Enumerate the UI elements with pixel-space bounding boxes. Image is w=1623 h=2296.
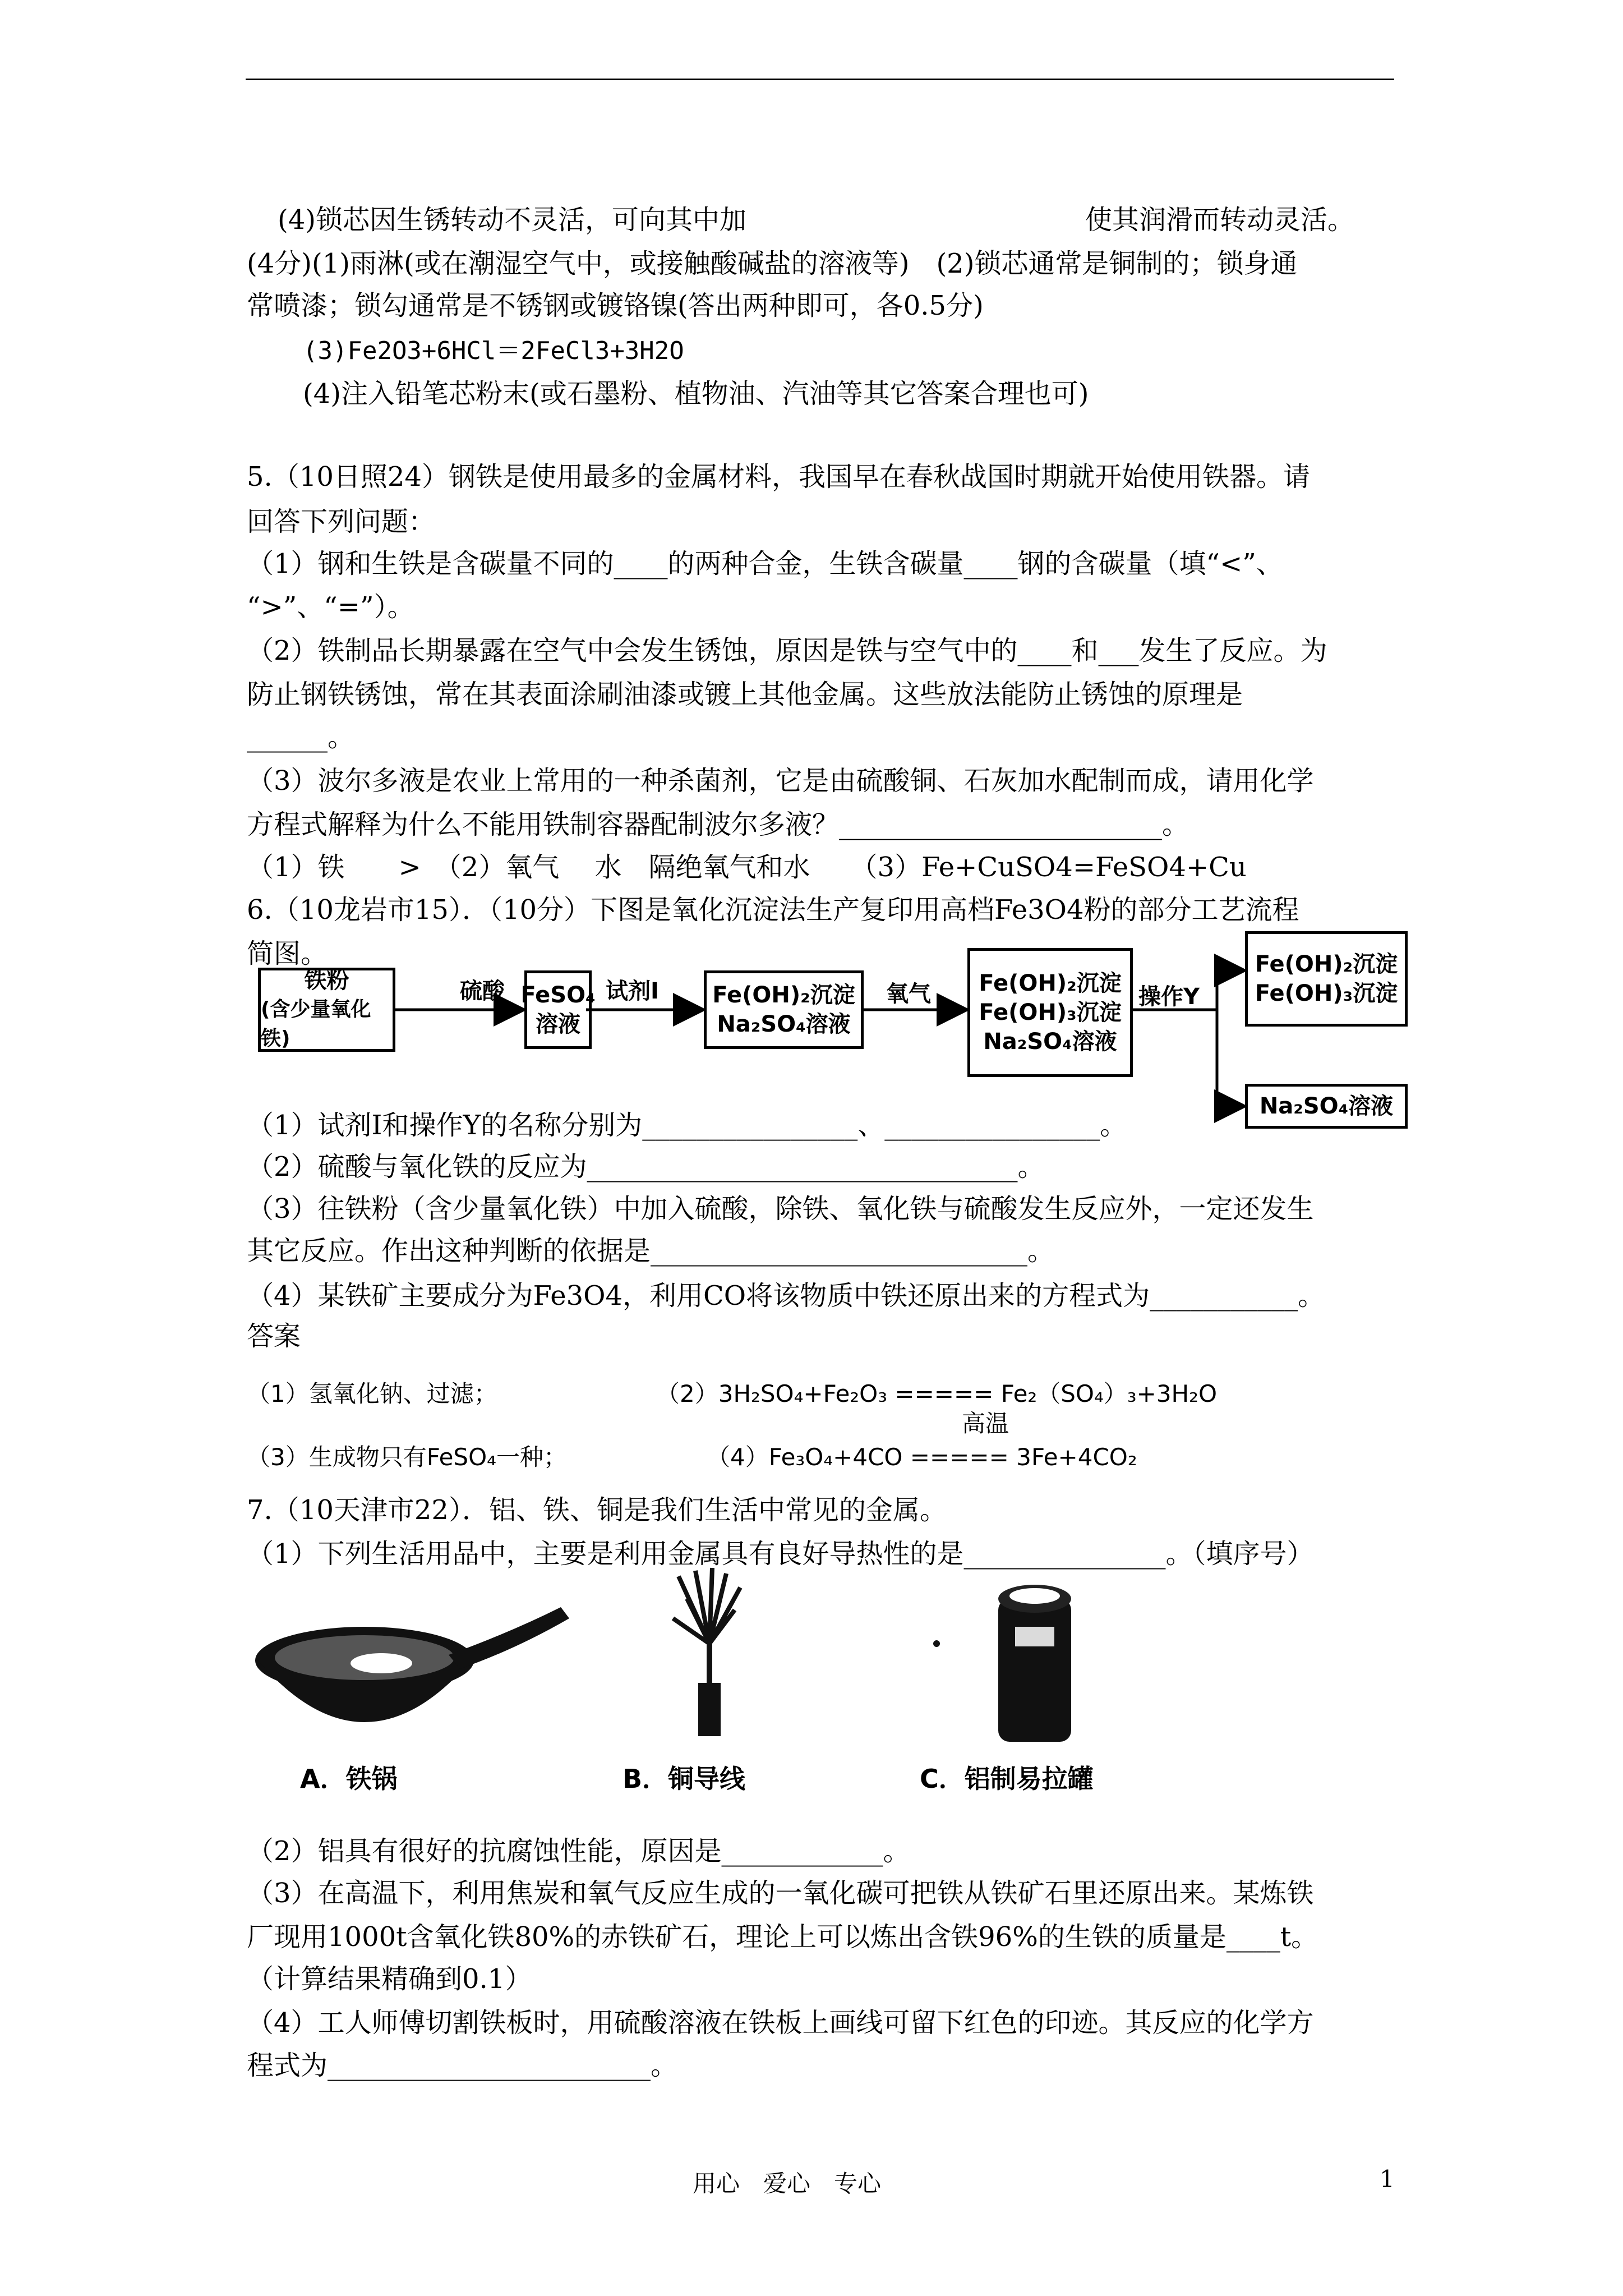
q7-line-6: （计算结果精确到0.1）	[247, 1963, 532, 1995]
q7-line-7: （4）工人师傅切割铁板时，用硫酸溶液在铁板上画线可留下红色的印迹。其反应的化学方	[247, 2007, 1314, 2039]
page-number: 1	[1380, 2165, 1395, 2193]
q7-picture-art	[247, 1565, 1368, 1756]
q5-line-3: （1）钢和生铁是含碳量不同的____的两种合金，生铁含碳量____钢的含碳量（填“<”、	[247, 548, 1283, 579]
q6-question-2: （2）硫酸与氧化铁的反应为________________________________。	[247, 1151, 1045, 1182]
iron-wok-icon	[255, 1607, 569, 1722]
q7-line-4: （3）在高温下，利用焦炭和氧气反应生成的一氧化碳可把铁从铁矿石里还原出来。某炼铁	[247, 1878, 1314, 1909]
q6-answer-3: （3）生成物只有FeSO₄一种；	[247, 1443, 567, 1471]
box-iron-powder-line2: (含少量氧化铁)	[261, 998, 371, 1050]
footer-motto: 用心 爱心 专心	[693, 2170, 882, 2197]
caption-a: A．铁锅	[300, 1764, 398, 1794]
label-reagent-i: 试剂Ⅰ	[606, 978, 659, 1004]
box3-line1: Fe(OH)₂沉淀	[712, 982, 855, 1008]
box-feso4-line1: FeSO₄	[520, 982, 596, 1008]
q5-line-1: 5.（10日照24）钢铁是使用最多的金属材料，我国早在春秋战国时期就开始使用铁器。请	[247, 461, 1310, 493]
aluminum-can-icon	[933, 1585, 1071, 1742]
q5-line-9: 方程式解释为什么不能用铁制容器配制波尔多液？________________________。	[247, 809, 1189, 840]
label-operation-y: 操作Y	[1138, 984, 1200, 1010]
q4-answer-3: (3)Fe2O3+6HCl＝2FeCl3+3H2O	[303, 337, 684, 365]
box-feso4	[520, 970, 596, 1049]
box4-line3: Na₂SO₄溶液	[983, 1029, 1117, 1055]
copper-wire-icon	[673, 1568, 740, 1736]
box-feso4-line2: 溶液	[536, 1011, 580, 1037]
box3-line2: Na₂SO₄溶液	[717, 1011, 851, 1037]
caption-b: B．铜导线	[623, 1764, 746, 1794]
q4-answer-2: 常喷漆；锁勾通常是不锈钢或镀铬镍(答出两种即可，各0.5分)	[247, 290, 984, 321]
q6-answer-label: 答案	[247, 1320, 301, 1352]
label-oxygen: 氧气	[886, 981, 931, 1007]
q6-question-3a: （3）往铁粉（含少量氧化铁）中加入硫酸，除铁、氧化铁与硫酸发生反应外，一定还发生	[247, 1193, 1314, 1225]
box6-line1: Na₂SO₄溶液	[1259, 1093, 1394, 1119]
q5-line-6: 防止钢铁锈蚀，常在其表面涂刷油漆或镀上其他金属。这些放法能防止锈蚀的原理是	[247, 679, 1243, 710]
box-na2so4-solution	[1245, 1084, 1408, 1129]
q7-line-1: 7.（10天津市22）．铝、铁、铜是我们生活中常见的金属。	[247, 1494, 947, 1526]
q6-question-1: （1）试剂Ⅰ和操作Y的名称分别为________________、________________。	[247, 1110, 1127, 1141]
q6-answer-1: （1）氢氧化钠、过滤；	[247, 1380, 497, 1407]
q7-pictures	[247, 1565, 1368, 1823]
q7-line-8: 程式为________________________。	[247, 2050, 678, 2081]
box5-line1: Fe(OH)₂沉淀	[1255, 951, 1398, 977]
q4-line1b: 使其润滑而转动灵活。	[1085, 204, 1355, 236]
q4-line1a: (4)锁芯因生锈转动不灵活，可向其中加	[278, 204, 746, 236]
q7-line-3: （2）铝具有很好的抗腐蚀性能，原因是____________。	[247, 1835, 910, 1867]
q6-answer-condition: 高温	[962, 1410, 1009, 1437]
box-feoh2-na2so4	[704, 970, 864, 1049]
q7-line-2: （1）下列生活用品中，主要是利用金属具有良好导热性的是_______________。（填序号）	[247, 1538, 1314, 1570]
box-mixture	[967, 948, 1133, 1077]
q4-answer-4: (4)注入铅笔芯粉末(或石墨粉、植物油、汽油等其它答案合理也可)	[303, 378, 1089, 409]
box-iron-powder	[258, 968, 395, 1052]
caption-c: C．铝制易拉罐	[920, 1764, 1094, 1794]
q6-question-3b: 其它反应。作出这种判断的依据是____________________________。	[247, 1235, 1055, 1267]
q6-answer-4: （4）Fe₃O₄+4CO ===== 3Fe+4CO₂	[707, 1443, 1137, 1471]
box-precipitates	[1245, 931, 1408, 1027]
q6-answer-2: （2）3H₂SO₄+Fe₂O₃ ===== Fe₂（SO₄）₃+3H₂O	[656, 1380, 1218, 1407]
box-iron-powder-line1: 铁粉	[304, 968, 349, 993]
q6-line-2: 简图。	[247, 938, 328, 969]
box4-line1: Fe(OH)₂沉淀	[979, 970, 1122, 996]
q5-line-4: “>”、“=”）。	[247, 591, 414, 623]
q6-question-4: （4）某铁矿主要成分为Fe3O4，利用CO将该物质中铁还原出来的方程式为___________。	[247, 1280, 1325, 1312]
box4-line2: Fe(OH)₃沉淀	[979, 1000, 1122, 1025]
q5-line-7: ______。	[247, 721, 355, 753]
header-rule	[246, 79, 1394, 80]
q7-line-5: 厂现用1000t含氧化铁80%的赤铁矿石，理论上可以炼出含铁96%的生铁的质量是____t。	[247, 1921, 1318, 1953]
q5-line-2: 回答下列问题：	[247, 506, 436, 537]
q4-answer-1: (4分)(1)雨淋(或在潮湿空气中，或接触酸碱盐的溶液等) (2)锁芯通常是铜制的；锁身通	[247, 248, 1298, 279]
q5-line-5: （2）铁制品长期暴露在空气中会发生锈蚀，原因是铁与空气中的____和___发生了反应。为	[247, 635, 1327, 666]
q5-answer: （1）铁 > （2）氧气 水 隔绝氧气和水 （3）Fe+CuSO4=FeSO4+Cu	[247, 852, 1247, 883]
q5-line-8: （3）波尔多液是农业上常用的一种杀菌剂，它是由硫酸铜、石灰加水配制而成，请用化学	[247, 765, 1314, 797]
label-sulfuric-acid: 硫酸	[460, 978, 505, 1004]
box5-line2: Fe(OH)₃沉淀	[1255, 981, 1398, 1006]
q6-line-1: 6.（10龙岩市15）．（10分）下图是氧化沉淀法生产复印用高档Fe3O4粉的部分工艺流程	[247, 894, 1299, 926]
